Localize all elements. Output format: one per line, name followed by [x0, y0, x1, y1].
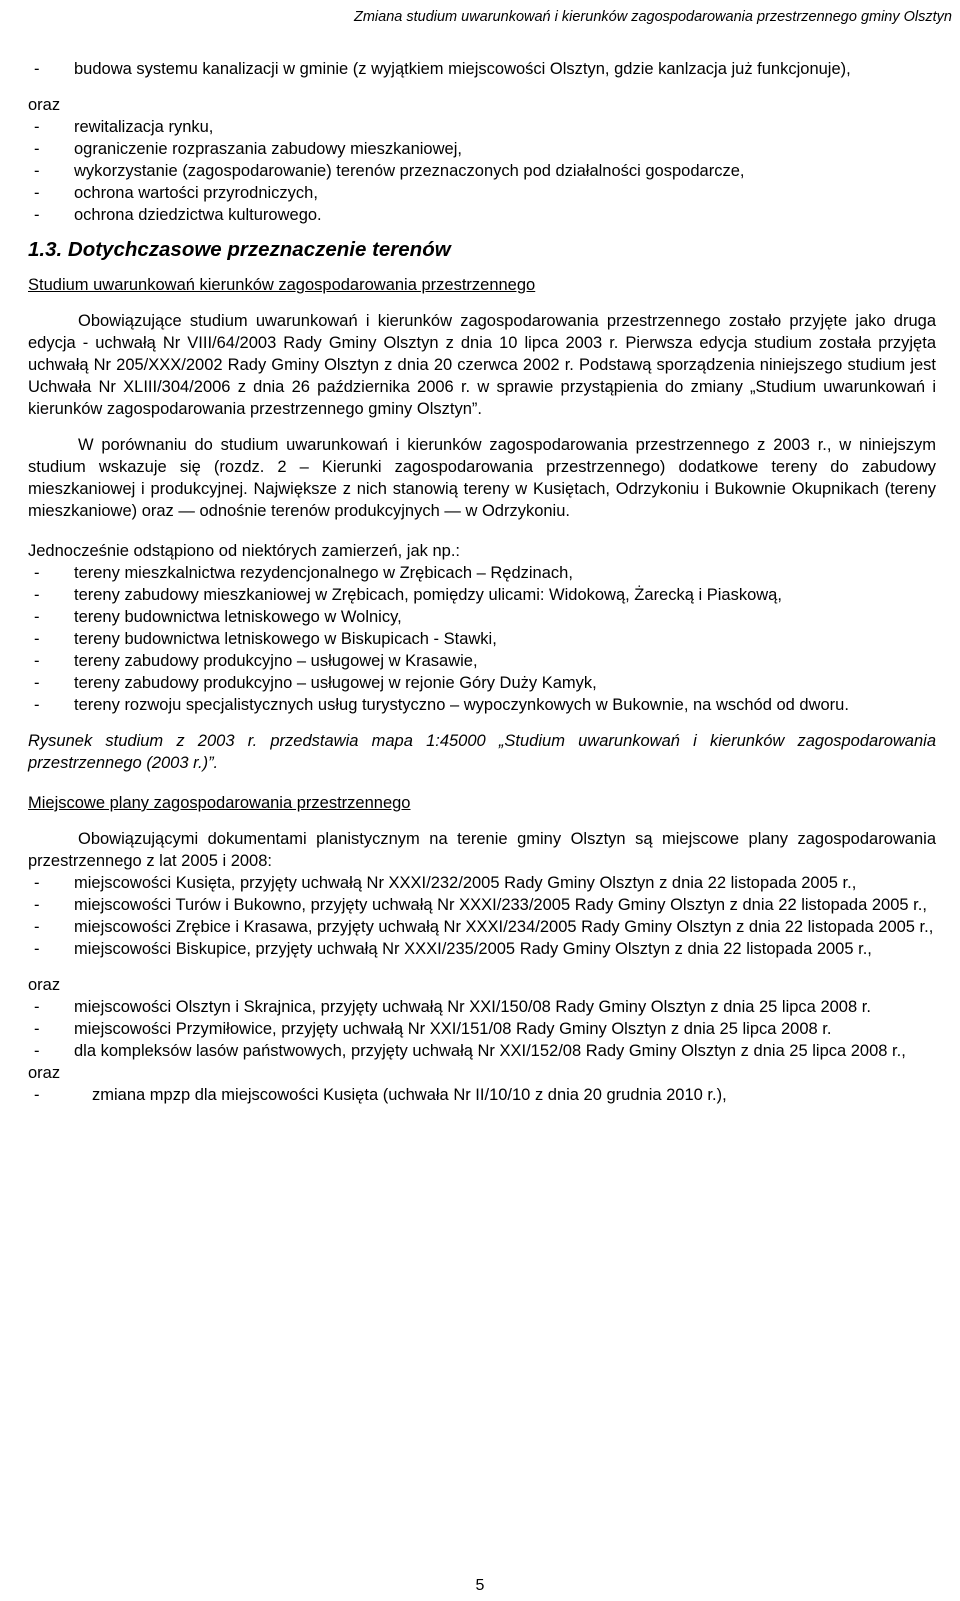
list-item: - tereny budownictwa letniskowego w Biskupicach - Stawki,: [34, 630, 497, 648]
paragraph: Obowiązujące studium uwarunkowań i kierunków zagospodarowania przestrzennego zostało przyjęte jako druga edycja - uchwałą Nr VIII/64/2003 Rady Gminy Olsztyn z dnia 10 lipca 2003 r. Pierwsza edycja studium została przyjęta uchwałą Nr 205/XXX/2002 Rady Gminy Olsztyn z dnia 20 czerwca 2002 r. Podstawą sporządzenia niniejszego studium jest Uchwała Nr XLIII/304/2006 z dnia 26 października 2006 r. w sprawie przystąpienia do zmiany „Studium uwarunkowań i kierunków zagospodarowania przestrzennego gminy Olsztyn”.: [28, 312, 936, 418]
list-item: - dla kompleksów lasów państwowych, przyjęty uchwałą Nr XXI/152/08 Rady Gminy Olsztyn z dnia 25 lipca 2008 r.,: [34, 1042, 906, 1060]
section-heading: 1.3. Dotychczasowe przeznaczenie terenów: [28, 238, 451, 261]
list-item: - miejscowości Olsztyn i Skrajnica, przyjęty uchwałą Nr XXI/150/08 Rady Gminy Olsztyn z dnia 25 lipca 2008 r.: [34, 998, 871, 1016]
page-number: 5: [475, 1577, 485, 1594]
page-body: [28, 58, 936, 1106]
list-item: - miejscowości Zrębice i Krasawa, przyjęty uchwałą Nr XXXI/234/2005 Rady Gminy Olsztyn z dnia 22 listopada 2005 r.,: [34, 918, 934, 936]
list-item: - tereny mieszkalnictwa rezydencjonalnego w Zrębicach – Rędzinach,: [34, 564, 573, 582]
running-header: Zmiana studium uwarunkowań i kierunków zagospodarowania przestrzennego gminy Olsztyn: [353, 9, 952, 25]
subsection-title: Miejscowe plany zagospodarowania przestrzennego: [28, 794, 411, 812]
oraz-connector: oraz: [28, 976, 61, 994]
paragraph: Jednocześnie odstąpiono od niektórych zamierzeń, jak np.:: [28, 542, 461, 560]
paragraph: W porównaniu do studium uwarunkowań i kierunków zagospodarowania przestrzennego z 2003 r., w niniejszym studium wskazuje się (rozdz. 2 – Kierunki zagospodarowania przestrzennego) dodatkowe tereny do zabudowy mieszkaniowej i produkcyjnej. Największe z nich stanowią tereny w Kusiętach, Odrzykoniu i Bukownie Okupnikach (tereny mieszkaniowe) oraz — odnośnie terenów produkcyjnych — w Odrzykoniu.: [28, 436, 936, 520]
list-item: - miejscowości Biskupice, przyjęty uchwałą Nr XXXI/235/2005 Rady Gminy Olsztyn z dnia 22 listopada 2005 r.,: [34, 940, 872, 958]
list-item: - ochrona wartości przyrodniczych,: [34, 184, 318, 202]
map-reference: Rysunek studium z 2003 r. przedstawia mapa 1:45000 „Studium uwarunkowań i kierunków zagospodarowania przestrzennego (2003 r.)”.: [28, 732, 936, 772]
oraz-connector: oraz: [28, 1064, 61, 1082]
list-item: - ograniczenie rozpraszania zabudowy mieszkaniowej,: [34, 140, 462, 158]
list-item: - ochrona dziedzictwa kulturowego.: [34, 206, 322, 224]
list-item: - rewitalizacja rynku,: [34, 118, 214, 136]
list-item: - wykorzystanie (zagospodarowanie) terenów przeznaczonych pod działalności gospodarcze,: [34, 162, 745, 180]
oraz-connector: oraz: [28, 96, 61, 114]
list-item: - tereny rozwoju specjalistycznych usług turystyczno – wypoczynkowych w Bukownie, na wschód od dworu.: [34, 696, 849, 714]
list-item: - miejscowości Przymiłowice, przyjęty uchwałą Nr XXI/151/08 Rady Gminy Olsztyn z dnia 25 lipca 2008 r.: [34, 1020, 832, 1038]
list-item: - zmiana mpzp dla miejscowości Kusięta (uchwała Nr II/10/10 z dnia 20 grudnia 2010 r.),: [34, 1086, 727, 1104]
list-item: - tereny zabudowy produkcyjno – usługowej w Krasawie,: [34, 652, 478, 670]
list-item: - tereny zabudowy produkcyjno – usługowej w rejonie Góry Duży Kamyk,: [34, 674, 597, 692]
list-item: - miejscowości Kusięta, przyjęty uchwałą Nr XXXI/232/2005 Rady Gminy Olsztyn z dnia 22 listopada 2005 r.,: [34, 874, 857, 892]
list-item: - budowa systemu kanalizacji w gminie (z wyjątkiem miejscowości Olsztyn, gdzie kanlzacja już funkcjonuje),: [34, 60, 851, 78]
subsection-title: Studium uwarunkowań kierunków zagospodarowania przestrzennego: [28, 276, 536, 294]
list-item: - miejscowości Turów i Bukowno, przyjęty uchwałą Nr XXXI/233/2005 Rady Gminy Olsztyn z dnia 22 listopada 2005 r.,: [34, 896, 927, 914]
paragraph: Obowiązującymi dokumentami planistycznym na terenie gminy Olsztyn są miejscowe plany zagospodarowania przestrzennego z lat 2005 i 2008:: [28, 830, 936, 870]
list-item: - tereny zabudowy mieszkaniowej w Zrębicach, pomiędzy ulicami: Widokową, Żarecką i Piaskową,: [34, 586, 782, 604]
list-item: - tereny budownictwa letniskowego w Wolnicy,: [34, 608, 402, 626]
